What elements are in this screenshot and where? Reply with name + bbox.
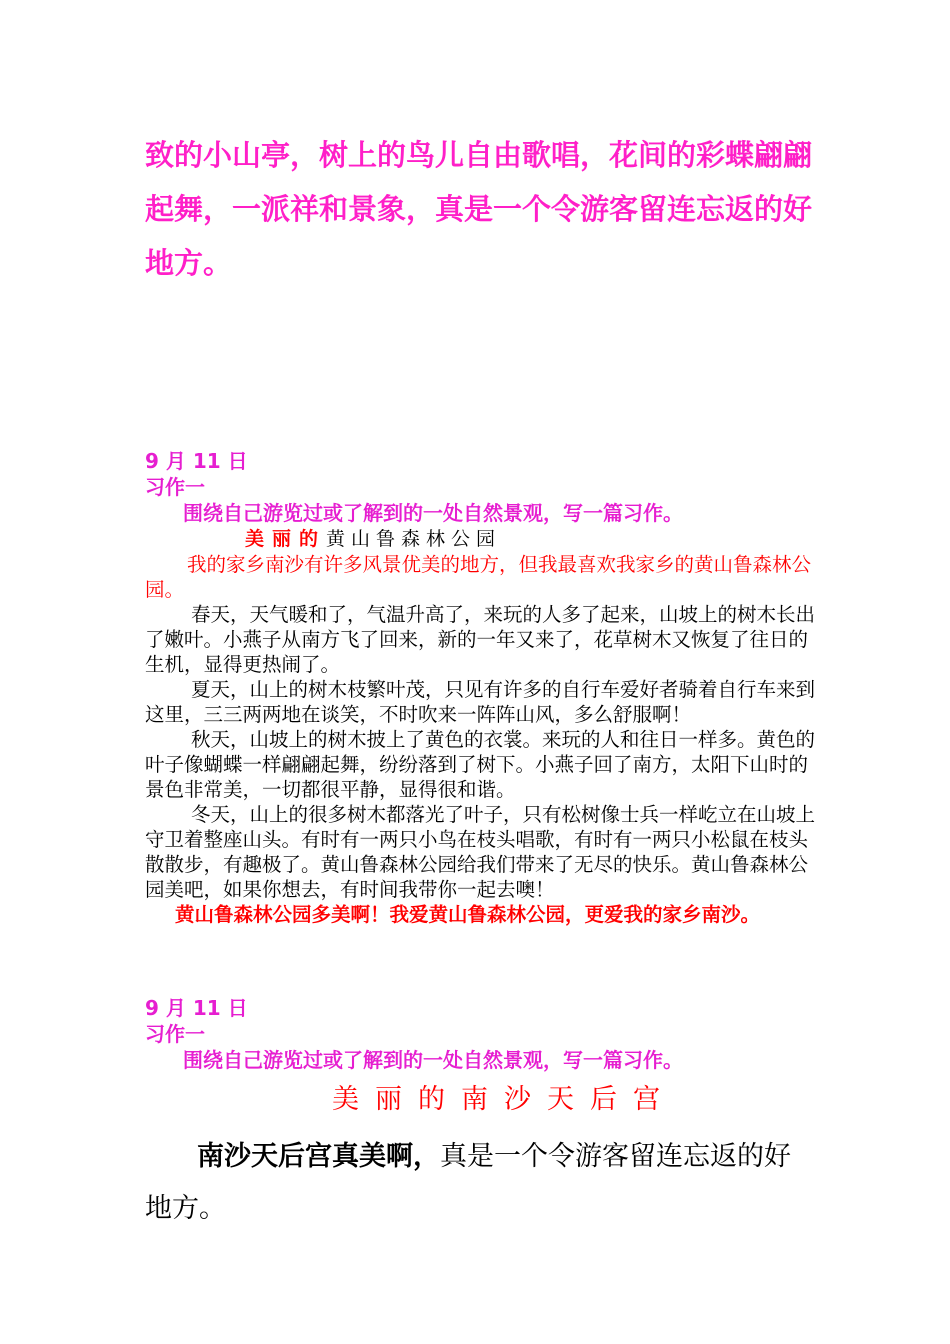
essay-closing: 黄山鲁森林公园多美啊！我爱黄山鲁森林公园，更爱我的家乡南沙。 — [175, 903, 761, 926]
essay-title — [145, 526, 815, 552]
essay-intro: 我的家乡南沙有许多风景优美的地方，但我最喜欢我家乡的黄山鲁森林公园。 — [145, 553, 812, 601]
title-black-part: 黄山鲁森林公园 — [326, 528, 502, 550]
essay-section-1 — [145, 448, 815, 927]
continued-paragraph: 致的小山亭，树上的鸟儿自由歌唱，花间的彩蝶翩翩起舞，一派祥和景象，真是一个令游客留连忘返的好地方。 — [145, 138, 813, 280]
paragraph-spring: 春天，天气暖和了，气温升高了，来玩的人多了起来，山坡上的树木长出了嫩叶。小燕子从南方飞了回来，新的一年又来了，花草树木又恢复了往日的生机，显得更热闹了。 — [145, 603, 816, 676]
paragraph-summer: 夏天，山上的树木枝繁叶茂，只见有许多的自行车爱好者骑着自行车来到这里，三三两两地在谈笑，不时吹来一阵阵山风，多么舒服啊！ — [145, 678, 816, 726]
essay-prompt: 围绕自己游览过或了解到的一处自然景观，写一篇习作。 — [183, 501, 683, 525]
essay-title-2: 美丽的南沙天后宫 — [332, 1084, 676, 1115]
title-red-part: 美丽的 — [245, 528, 327, 550]
date-label: 9 月 11 日 — [145, 449, 248, 473]
paragraph-autumn: 秋天，山坡上的树木披上了黄色的衣裳。来玩的人和往日一样多。黄色的叶子像蝴蝶一样翩翩起舞，纷纷落到了树下。小燕子回了南方，太阳下山时的景色非常美，一切都很平静，显得很和谐。 — [145, 728, 816, 801]
essay-2-bold-text: 南沙天后宫真美啊， — [197, 1141, 440, 1172]
essay-2-rest-text: 真是一个令游客留连忘返的好地方。 — [145, 1141, 791, 1224]
essay-2-paragraph — [145, 1131, 815, 1235]
paragraph-winter: 冬天，山上的很多树木都落光了叶子，只有松树像士兵一样屹立在山坡上守卫着整座山头。有时有一两只小鸟在枝头唱歌，有时有一两只小松鼠在枝头散散步，有趣极了。黄山鲁森林公园给我们带来了无尽的快乐。黄山鲁森林公园美吧，如果你想去，有时间我带你一起去噢！ — [145, 803, 816, 901]
date-label-2: 9 月 11 日 — [145, 996, 248, 1020]
essay-section-2 — [145, 995, 815, 1235]
essay-prompt-2: 围绕自己游览过或了解到的一处自然景观，写一篇习作。 — [183, 1048, 683, 1072]
essay-label: 习作一 — [145, 475, 205, 499]
essay-label-2: 习作一 — [145, 1022, 205, 1046]
